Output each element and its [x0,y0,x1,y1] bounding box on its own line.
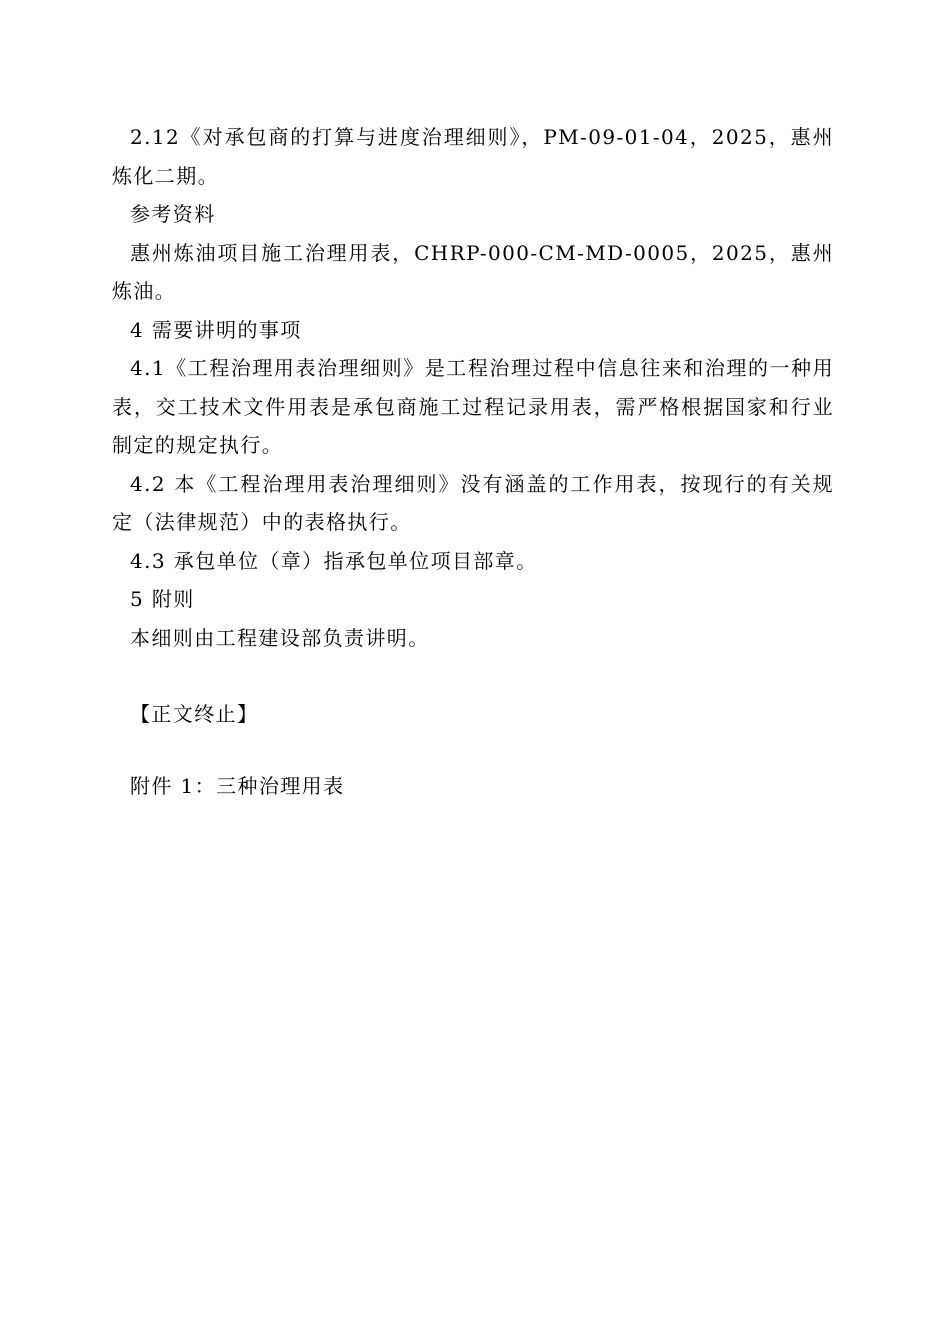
paragraph-4-1: 4.1《工程治理用表治理细则》是工程治理过程中信息往来和治理的一种用表，交工技术文件用表是承包商施工过程记录用表，需严格根据国家和行业制定的规定执行。 [112,356,834,457]
heading-section-4: 4 需要讲明的事项 [130,317,302,342]
paragraph-4-2: 4.2 本《工程治理用表治理细则》没有涵盖的工作用表，按现行的有关规定（法律规范）中的表格执行。 [112,471,834,534]
heading-references: 参考资料 [130,202,216,226]
paragraph-reference-form: 惠州炼油项目施工治理用表，CHRP-000-CM-MD-0005，2025，惠州炼油。 [112,240,834,303]
paragraph-reference-2-12: 2.12《对承包商的打算与进度治理细则》，PM-09-01-04，2025，惠州炼化二期。 [112,125,834,188]
attachment-label: 附件 1：三种治理用表 [130,773,345,798]
paragraph-supplementary: 本细则由工程建设部负责讲明。 [130,625,430,650]
document-body [112,118,834,805]
paragraph-4-3: 4.3 承包单位（章）指承包单位项目部章。 [130,548,538,573]
end-of-text-marker: 【正文终止】 [130,702,259,726]
heading-section-5: 5 附则 [130,587,195,611]
